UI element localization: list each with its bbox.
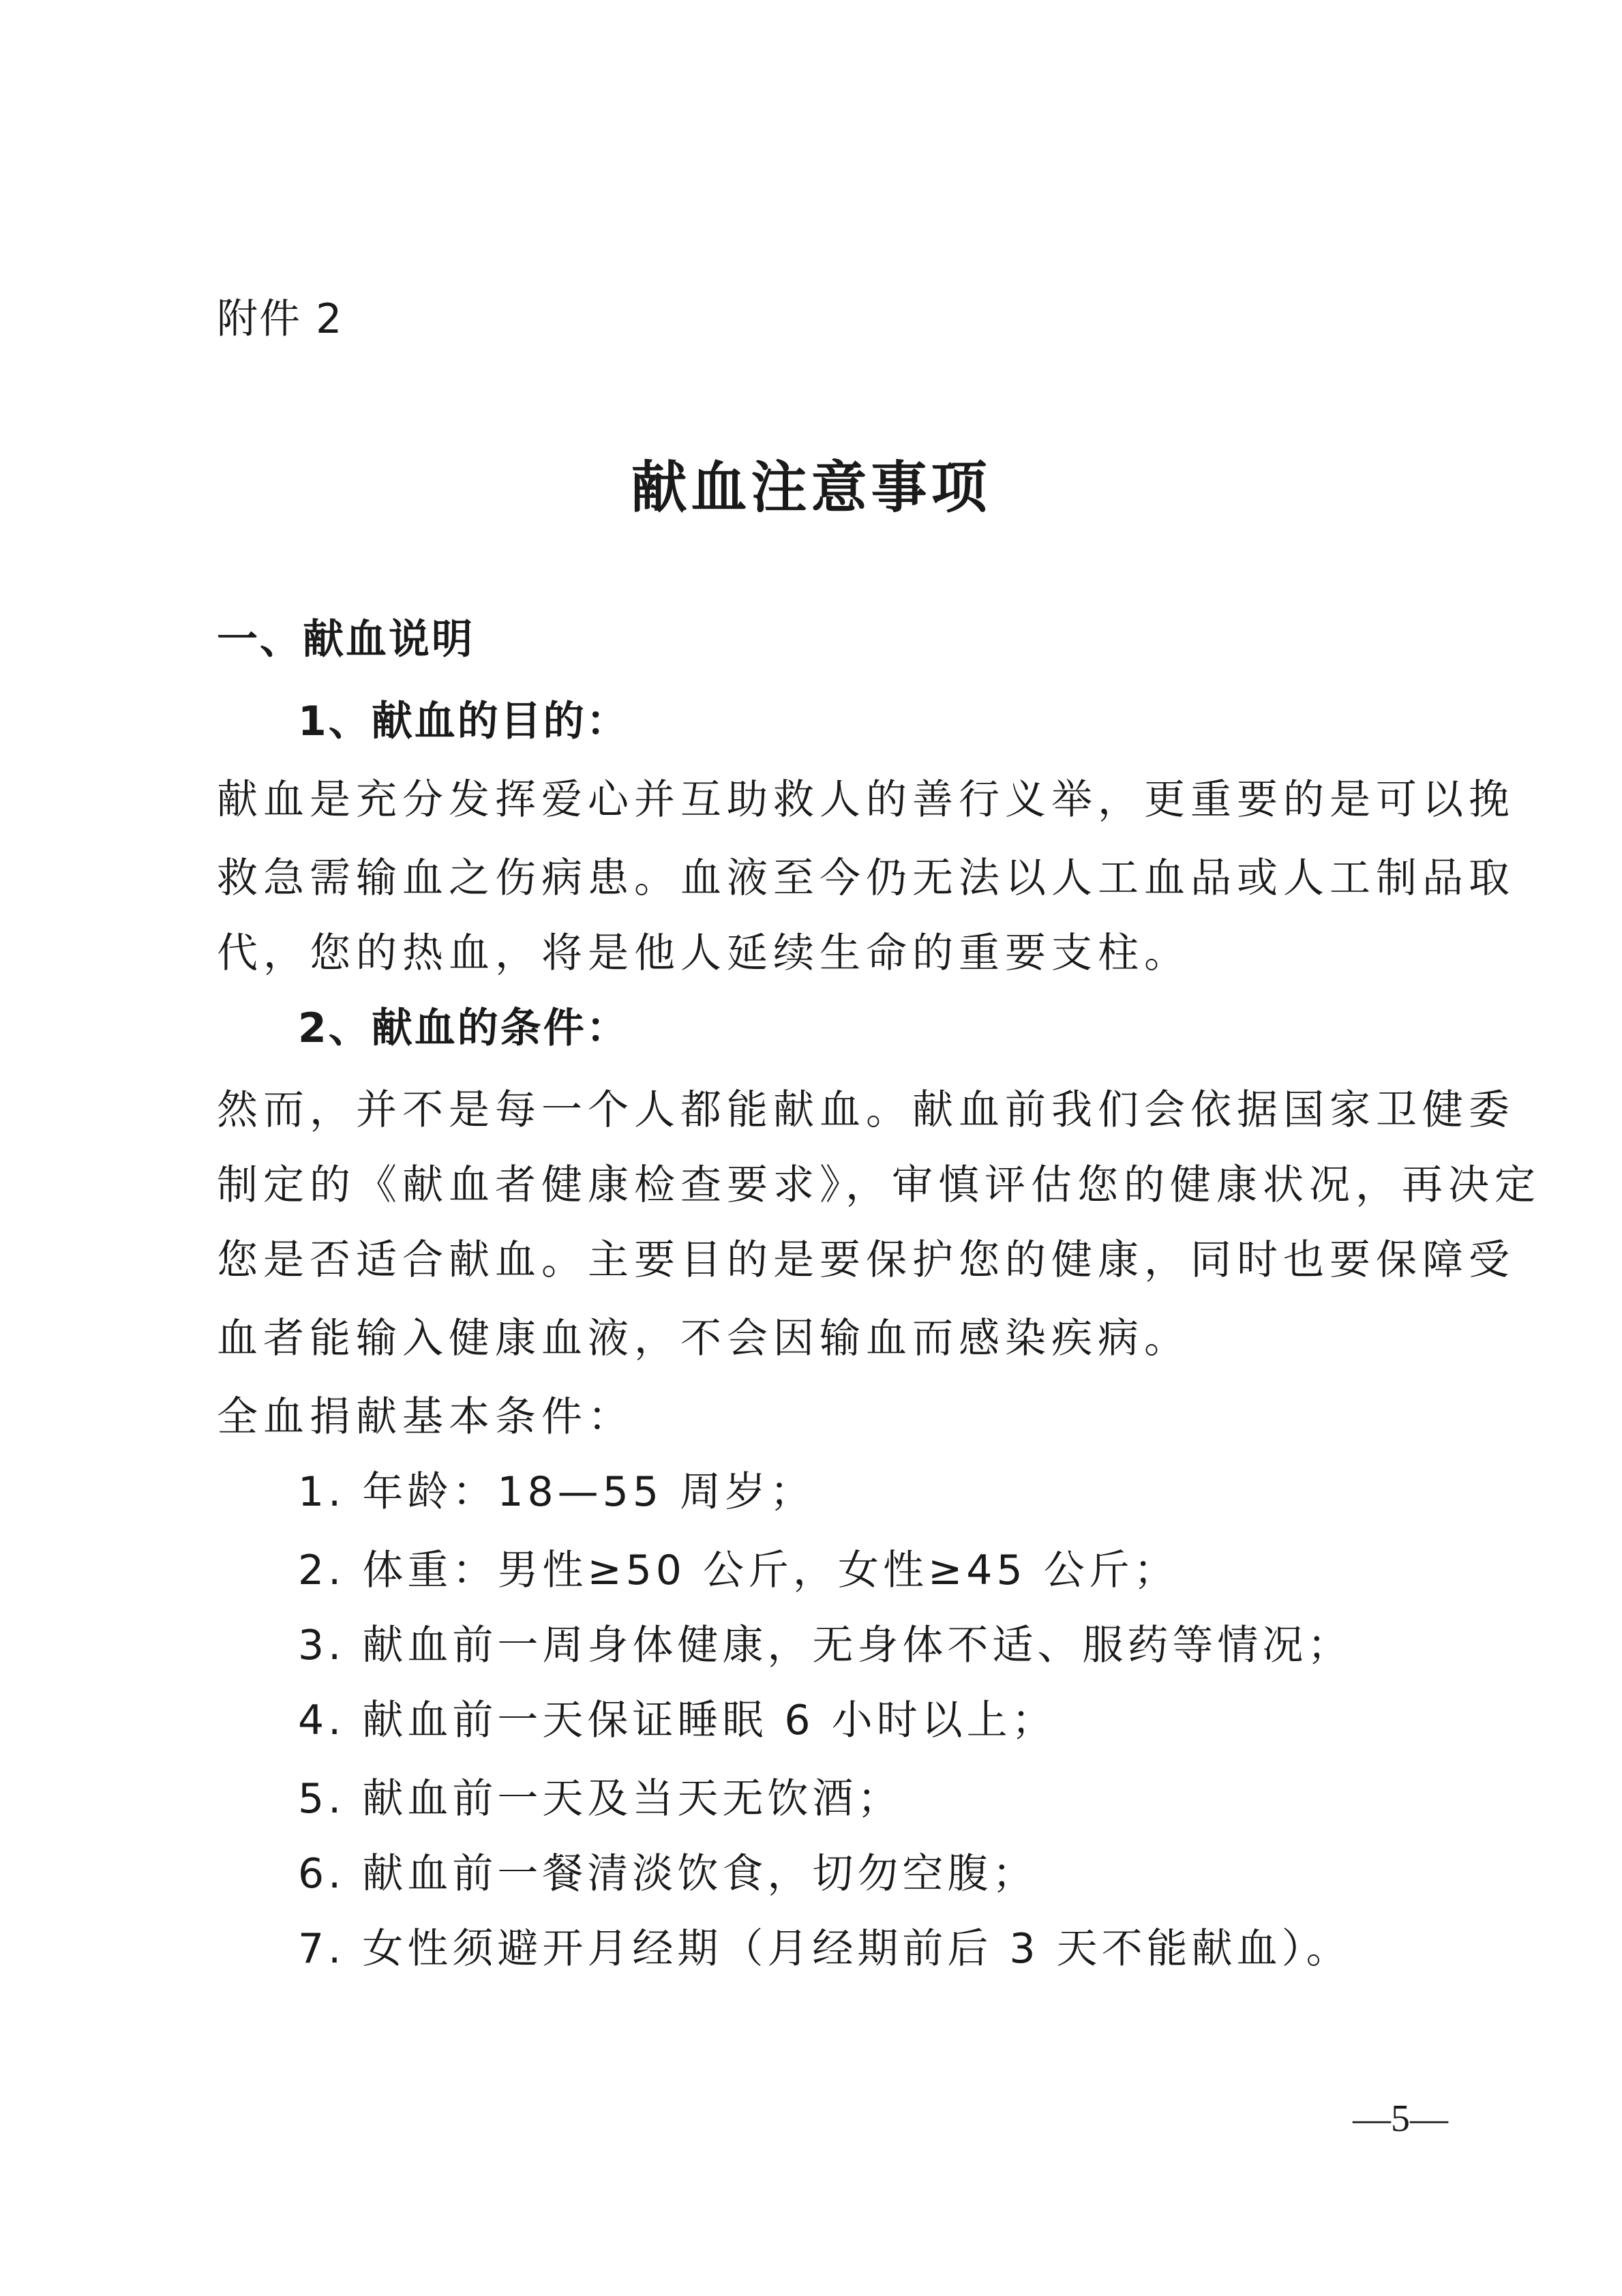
- paragraph-line: 献血是充分发挥爱心并互助救人的善行义举，更重要的是可以挽: [217, 776, 1515, 824]
- paragraph-line: 制定的《献血者健康检查要求》，审慎评估您的健康状况，再决定: [217, 1161, 1541, 1209]
- list-item: 1. 年龄：18—55 周岁；: [298, 1468, 815, 1516]
- list-item: 2. 体重：男性≥50 公斤，女性≥45 公斤；: [298, 1547, 1179, 1594]
- attachment-label: 附件 2: [217, 295, 344, 343]
- paragraph-line: 您是否适合献血。主要目的是要保护您的健康，同时也要保障受: [217, 1236, 1515, 1284]
- document-title: 献血注意事项: [631, 456, 991, 520]
- list-item: 3. 献血前一周身体健康，无身体不适、服药等情况；: [298, 1622, 1353, 1669]
- page-number: —5—: [1353, 2098, 1448, 2140]
- subsection-heading-conditions: 2、献血的条件：: [298, 1004, 629, 1052]
- list-item: 4. 献血前一天保证睡眠 6 小时以上；: [298, 1697, 1057, 1744]
- paragraph-line: 救急需输血之伤病患。血液至今仍无法以人工血品或人工制品取: [217, 854, 1515, 902]
- paragraph-line: 血者能输入健康血液，不会因输血而感染疾病。: [217, 1315, 1190, 1362]
- list-item: 7. 女性须避开月经期（月经期前后 3 天不能献血）。: [298, 1925, 1351, 1973]
- list-item: 6. 献血前一餐清淡饮食，切勿空腹；: [298, 1850, 1038, 1898]
- subsection-heading-purpose: 1、献血的目的：: [298, 698, 629, 745]
- paragraph-line: 代，您的热血，将是他人延续生命的重要支柱。: [217, 929, 1190, 977]
- list-intro: 全血捐献基本条件：: [217, 1393, 634, 1441]
- section-heading: 一、献血说明: [217, 616, 475, 664]
- paragraph-line: 然而，并不是每一个人都能献血。献血前我们会依据国家卫健委: [217, 1086, 1515, 1134]
- list-item: 5. 献血前一天及当天无饮酒；: [298, 1775, 903, 1823]
